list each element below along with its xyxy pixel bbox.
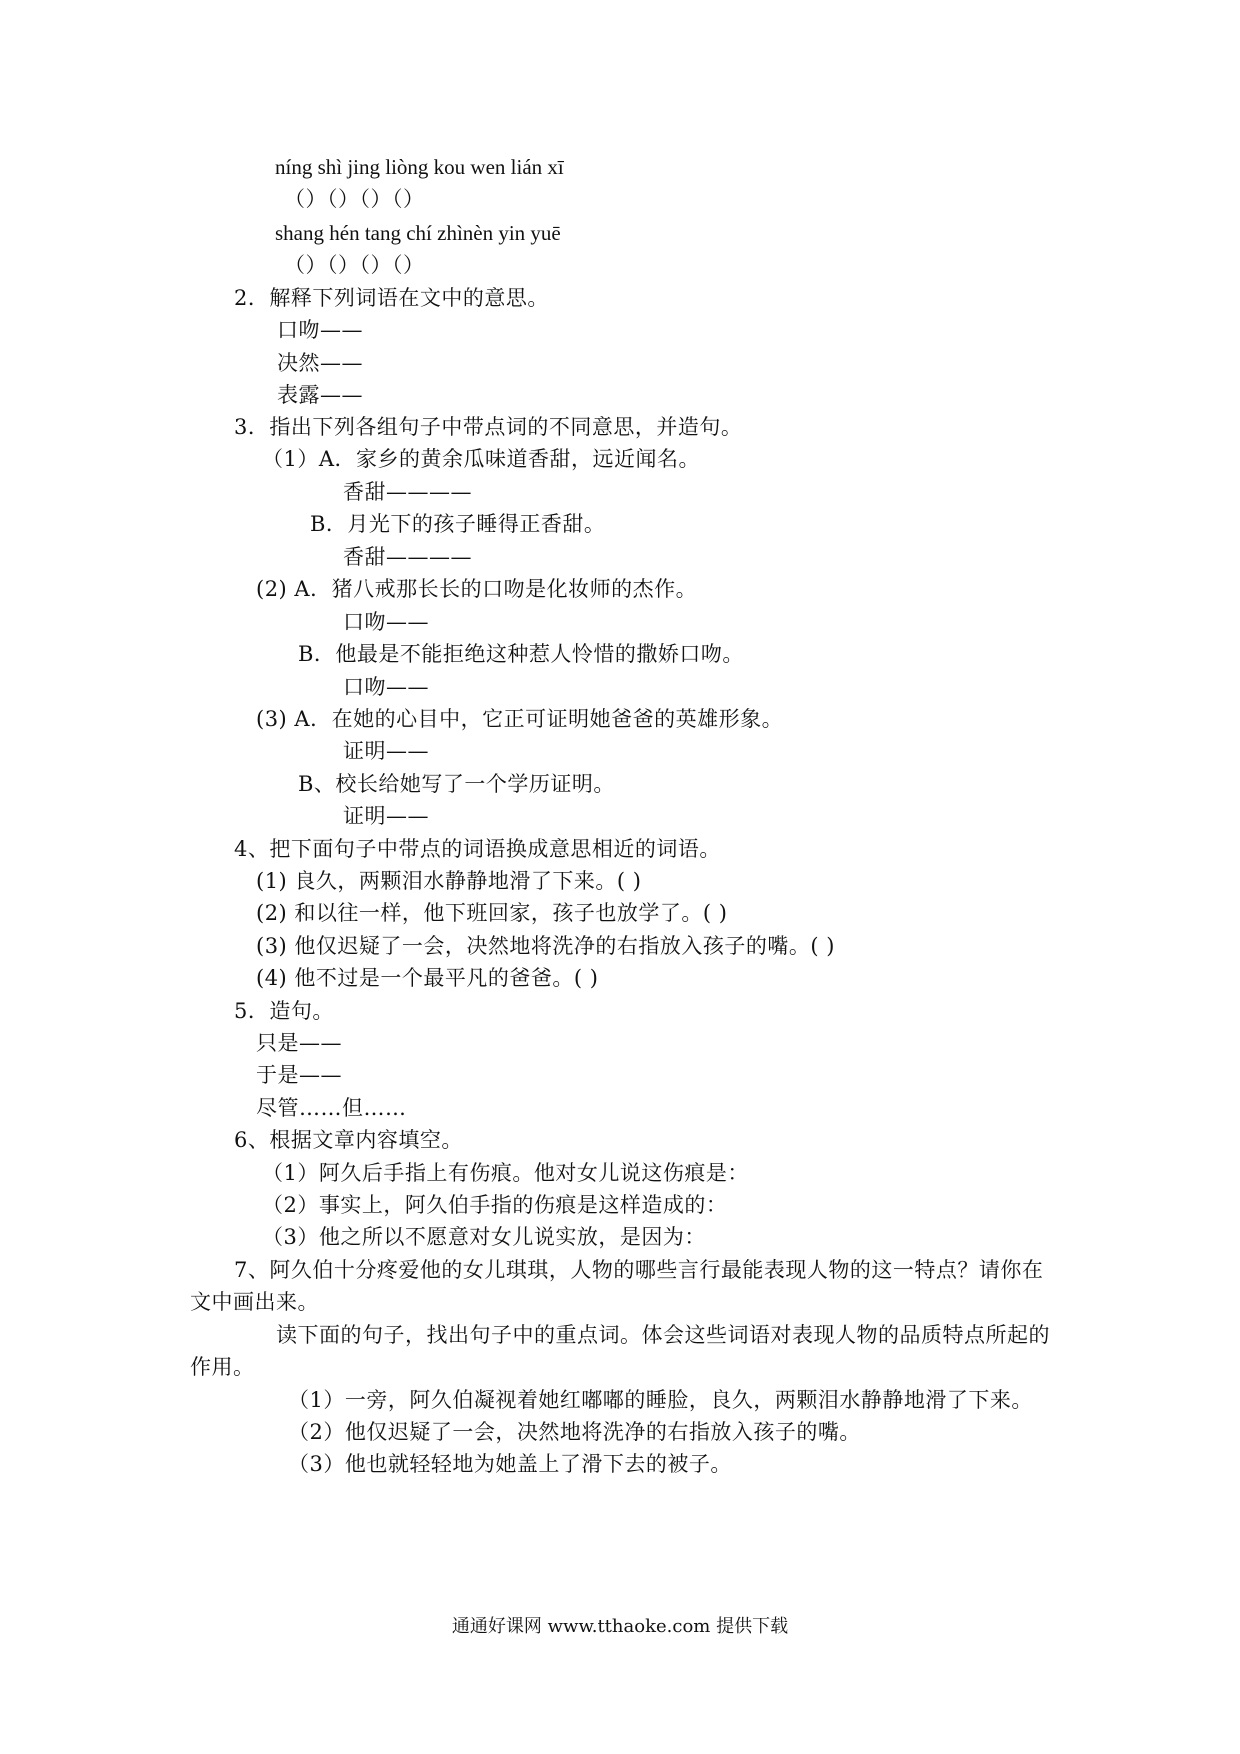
q2-item: 决然——	[277, 351, 363, 375]
question-3-title: 3．指出下列各组句子中带点词的不同意思，并造句。	[234, 415, 743, 439]
q3-group-1-a-answer: 香甜————	[343, 480, 472, 504]
question-4-title: 4、把下面句子中带点的词语换成意思相近的词语。	[234, 837, 721, 861]
question-6-title: 6、根据文章内容填空。	[234, 1128, 463, 1152]
q6-item: （1）阿久后手指上有伤痕。他对女儿说这伤痕是：	[262, 1161, 749, 1185]
q5-item: 于是——	[256, 1063, 342, 1087]
q5-item: 尽管……但……	[256, 1096, 407, 1120]
q4-item: (3) 他仅迟疑了一会，决然地将洗净的右指放入孩子的嘴。( )	[256, 934, 835, 958]
q3-group-1-b: B．月光下的孩子睡得正香甜。	[310, 512, 606, 536]
q3-group-2-b-answer: 口吻——	[343, 675, 429, 699]
pinyin-row-2: shang hén tang chí zhìnèn yin yuē	[275, 221, 561, 245]
q3-group-3-b: B、校长给她写了一个学历证明。	[298, 772, 615, 796]
reading-item: （1）一旁，阿久伯凝视着她红嘟嘟的睡脸，良久，两颗泪水静静地滑了下来。	[288, 1388, 1033, 1412]
pinyin-row-1: níng shì jing liòng kou wen lián xī	[275, 155, 564, 179]
q5-item: 只是——	[256, 1031, 342, 1055]
q3-group-1-b-answer: 香甜————	[343, 545, 472, 569]
reading-instruction-line-1: 读下面的句子，找出句子中的重点词。体会这些词语对表现人物的品质特点所起的	[276, 1323, 1050, 1347]
reading-instruction-line-2: 作用。	[190, 1355, 255, 1379]
q3-group-1-a: （1）A．家乡的黄余瓜味道香甜，远近闻名。	[262, 447, 701, 471]
q3-group-3-a: (3) A．在她的心目中，它正可证明她爸爸的英雄形象。	[256, 707, 784, 731]
question-5-title: 5．造句。	[234, 999, 334, 1023]
q4-item: (2) 和以往一样，他下班回家，孩子也放学了。( )	[256, 901, 728, 925]
reading-item: （2）他仅迟疑了一会，决然地将洗净的右指放入孩子的嘴。	[288, 1420, 861, 1444]
q3-group-3-a-answer: 证明——	[343, 739, 429, 763]
q2-item: 口吻——	[277, 318, 363, 342]
q2-item: 表露——	[277, 383, 363, 407]
pinyin-blanks-2: （）（）（）（）	[284, 253, 425, 277]
question-7-line-2: 文中画出来。	[190, 1290, 319, 1314]
reading-item: （3）他也就轻轻地为她盖上了滑下去的被子。	[288, 1452, 732, 1476]
q3-group-2-a: (2) A．猪八戒那长长的口吻是化妆师的杰作。	[256, 577, 698, 601]
q3-group-2-b: B．他最是不能拒绝这种惹人怜惜的撒娇口吻。	[298, 642, 744, 666]
q6-item: （3）他之所以不愿意对女儿说实放，是因为：	[262, 1225, 706, 1249]
question-2-title: 2．解释下列词语在文中的意思。	[234, 286, 549, 310]
q3-group-3-b-answer: 证明——	[343, 804, 429, 828]
q4-item: (1) 良久，两颗泪水静静地滑了下来。( )	[256, 869, 642, 893]
q3-group-2-a-answer: 口吻——	[343, 610, 429, 634]
q6-item: （2）事实上，阿久伯手指的伤痕是这样造成的：	[262, 1193, 728, 1217]
footer-credit: 通通好课网 www.tthaoke.com 提供下载	[451, 1616, 789, 1637]
pinyin-blanks-1: （）（）（）（）	[284, 187, 425, 211]
question-7-line-1: 7、阿久伯十分疼爱他的女儿琪琪，人物的哪些言行最能表现人物的这一特点？请你在	[234, 1258, 1044, 1282]
q4-item: (4) 他不过是一个最平凡的爸爸。( )	[256, 966, 599, 990]
